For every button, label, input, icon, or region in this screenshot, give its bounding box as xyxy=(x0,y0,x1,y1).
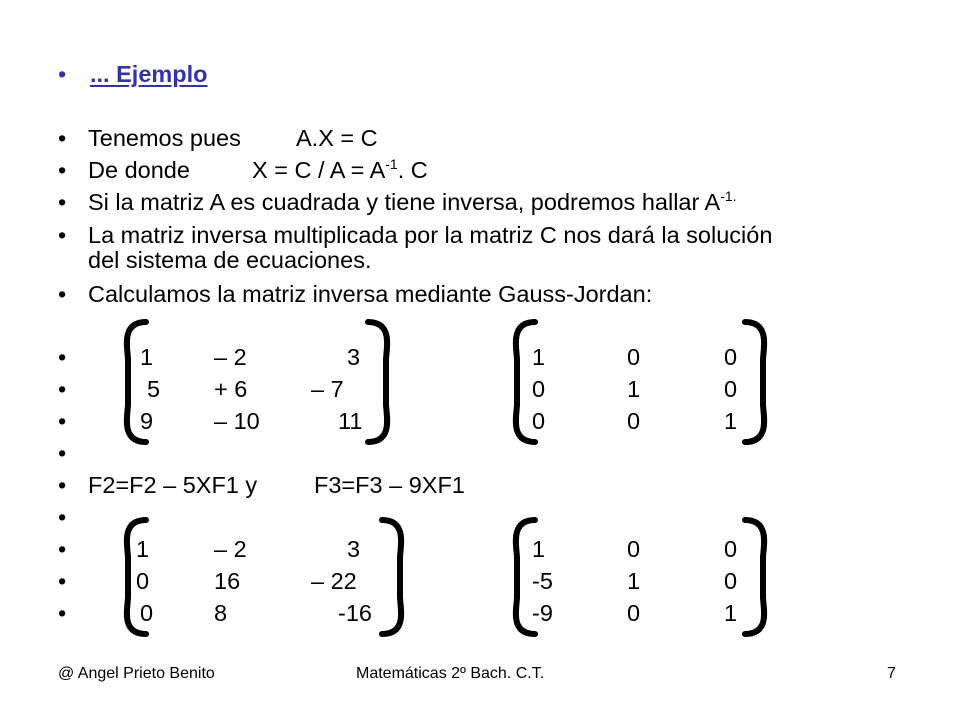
slide-title: ... Ejemplo xyxy=(90,61,208,87)
bullet-marker: • xyxy=(58,281,67,307)
equation: A.X = C xyxy=(296,125,378,151)
bracket-left xyxy=(127,520,146,634)
bullet-marker: • xyxy=(58,440,67,466)
matrix-cell: 0 xyxy=(140,600,154,626)
matrix-cell: 5 xyxy=(147,376,161,402)
matrix-cell: -16 xyxy=(338,600,372,626)
text-line: Calculamos la matriz inversa mediante Gauss-Jordan: xyxy=(88,281,653,307)
text-part: Si la matriz A es cuadrada y tiene inversa, podremos hallar A xyxy=(88,189,721,215)
bullet-marker: • xyxy=(58,472,67,498)
superscript: -1 xyxy=(385,156,398,172)
superscript: -1. xyxy=(720,188,737,204)
matrix-cell: 1 xyxy=(136,536,150,562)
text-line: La matriz inversa multiplicada por la matriz C nos dará la solución xyxy=(88,222,773,248)
matrix-cell: 11 xyxy=(338,408,363,434)
bullet-marker: • xyxy=(58,536,67,562)
matrix-cell: – 2 xyxy=(214,536,247,562)
equation-part: X = C / A = A xyxy=(252,157,386,183)
text-line: Tenemos pues xyxy=(88,125,241,151)
bracket-right xyxy=(745,322,764,442)
matrix-cell: – 2 xyxy=(214,344,247,370)
bullet-marker: • xyxy=(58,125,67,151)
matrix-cell: – 7 xyxy=(311,376,344,402)
matrix-cell: 16 xyxy=(214,568,241,594)
bracket-right xyxy=(368,322,387,442)
matrix-cell: 0 xyxy=(532,408,546,434)
bullet-marker: • xyxy=(58,157,67,183)
text-line-continued: del sistema de ecuaciones. xyxy=(88,247,372,273)
matrix-cell: 1 xyxy=(532,344,546,370)
text-line: De donde xyxy=(88,157,190,183)
matrix-cell: + 6 xyxy=(214,376,248,402)
bullet-marker: • xyxy=(58,568,67,594)
matrix-cell: 1 xyxy=(532,536,546,562)
matrix-cell: 0 xyxy=(724,376,738,402)
bullet-marker: • xyxy=(58,376,67,402)
bracket-left xyxy=(516,520,535,634)
matrix-cell: 0 xyxy=(627,536,641,562)
matrix-cell: 0 xyxy=(724,344,738,370)
bullet-marker: • xyxy=(58,61,67,87)
matrix-cell: 3 xyxy=(347,344,361,370)
matrix-cell: 8 xyxy=(214,600,228,626)
row-operation: F3=F3 – 9XF1 xyxy=(314,472,465,498)
bullet-marker: • xyxy=(58,504,67,530)
matrix-cell: 1 xyxy=(724,600,738,626)
bracket-left xyxy=(516,322,535,442)
equation-part: . C xyxy=(397,157,428,183)
matrix-cell: 1 xyxy=(724,408,738,434)
bracket-left xyxy=(127,322,146,442)
matrix-cell: -5 xyxy=(532,568,553,594)
matrix-cell: 0 xyxy=(136,568,150,594)
matrix-cell: 0 xyxy=(627,600,641,626)
matrix-cell: – 10 xyxy=(214,408,260,434)
footer-course: Matemáticas 2º Bach. C.T. xyxy=(356,665,545,682)
footer-page-number: 7 xyxy=(887,665,896,682)
row-operation: F2=F2 – 5XF1 y xyxy=(88,472,258,498)
matrix-cell: -9 xyxy=(532,600,553,626)
matrix-cell: 0 xyxy=(627,344,641,370)
bullet-marker: • xyxy=(58,600,67,626)
matrix-cell: – 22 xyxy=(311,568,357,594)
matrix-cell: 1 xyxy=(627,568,641,594)
matrix-cell: 9 xyxy=(140,408,154,434)
matrix-cell: 0 xyxy=(532,376,546,402)
bullet-marker: • xyxy=(58,189,67,215)
matrix-cell: 0 xyxy=(724,568,738,594)
bracket-right xyxy=(382,520,401,634)
bracket-right xyxy=(745,520,764,634)
bullet-marker: • xyxy=(58,408,67,434)
matrix-cell: 1 xyxy=(627,376,641,402)
matrix-cell: 0 xyxy=(724,536,738,562)
matrix-cell: 3 xyxy=(347,536,361,562)
footer-author: @ Angel Prieto Benito xyxy=(58,665,215,682)
bullet-marker: • xyxy=(58,222,67,248)
bullet-marker: • xyxy=(58,344,67,370)
matrix-cell: 0 xyxy=(627,408,641,434)
matrix-cell: 1 xyxy=(140,344,154,370)
